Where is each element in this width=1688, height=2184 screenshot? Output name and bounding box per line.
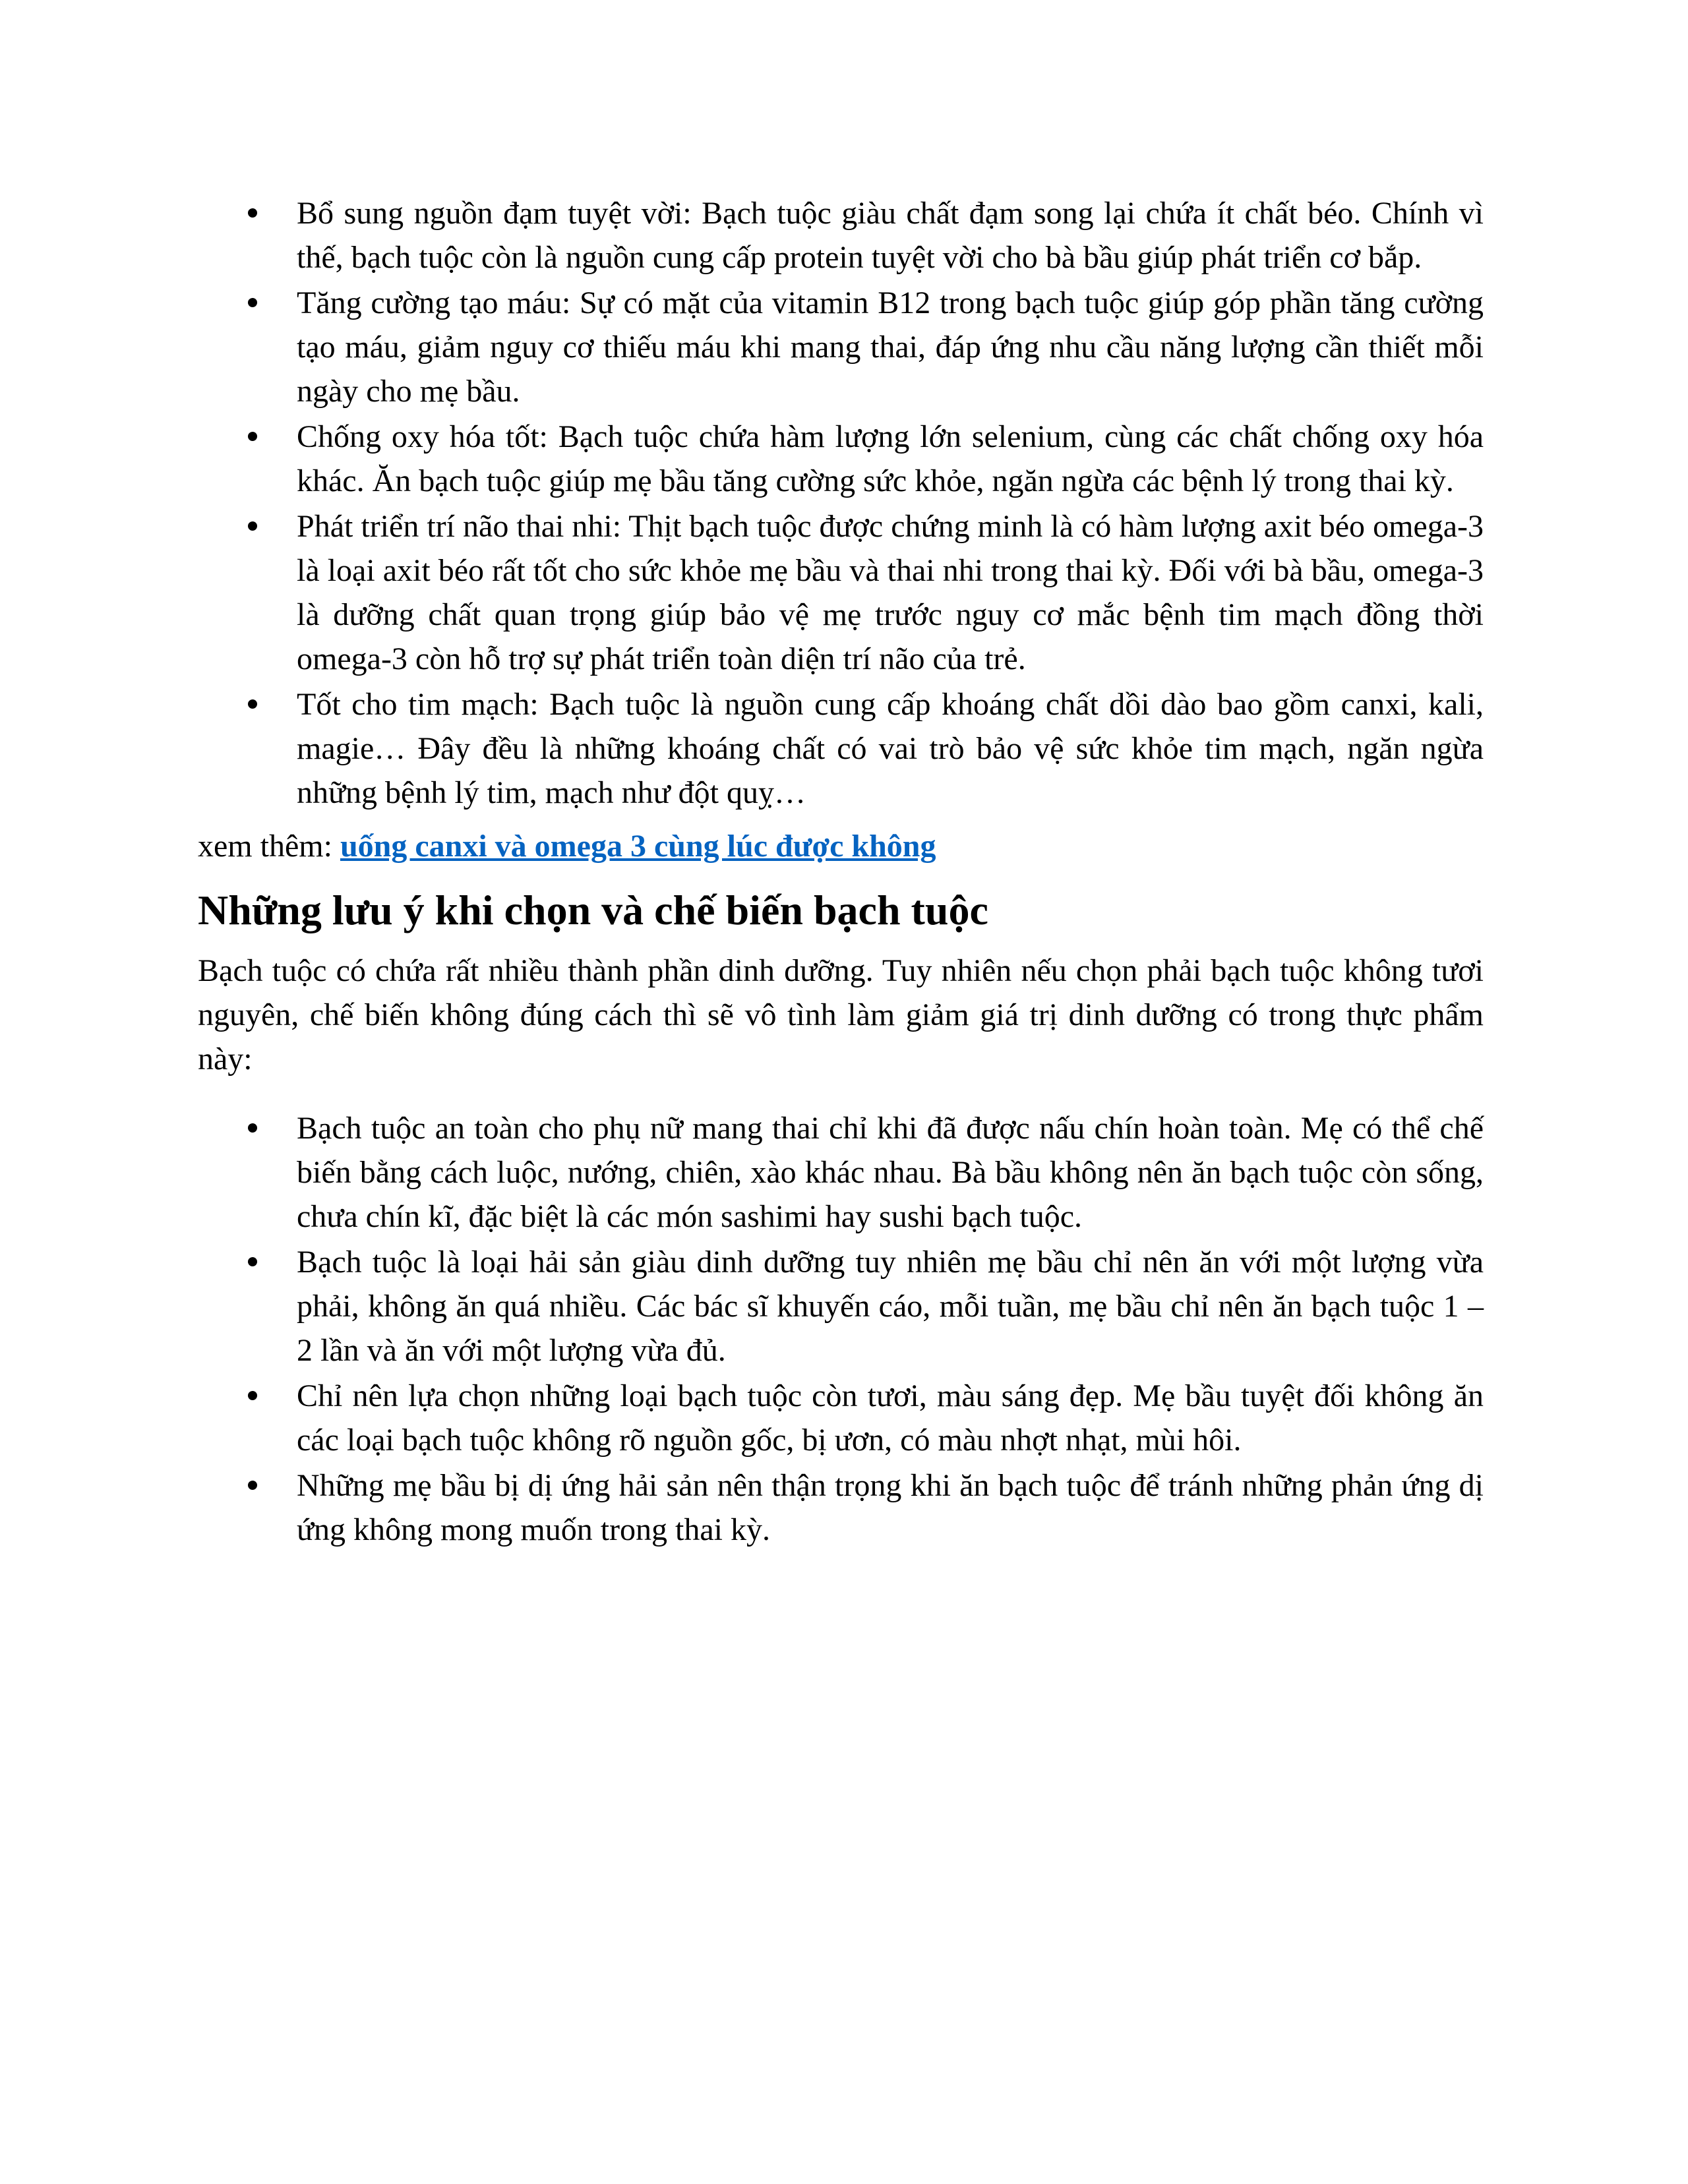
bullet-icon	[248, 432, 257, 441]
list-item	[198, 504, 1484, 681]
list-item-text: Phát triển trí não thai nhi: Thịt bạch tuộc được chứng minh là có hàm lượng axit béo omega-3 là loại axit béo rất tốt cho sức khỏe mẹ bầu và thai nhi trong thai kỳ. Đối với bà bầu, omega-3 là dưỡng chất quan trọng giúp bảo vệ mẹ trước nguy cơ mắc bệnh tim mạch đồng thời omega-3 còn hỗ trợ sự phát triển toàn diện trí não của trẻ.	[297, 509, 1484, 676]
see-more-link[interactable]: uống canxi và omega 3 cùng lúc được không	[340, 829, 936, 864]
list-item-text: Bổ sung nguồn đạm tuyệt vời: Bạch tuộc giàu chất đạm song lại chứa ít chất béo. Chính vì thế, bạch tuộc còn là nguồn cung cấp protein tuyệt vời cho bà bầu giúp phát triển cơ bắp.	[297, 196, 1484, 275]
bullet-icon	[248, 208, 257, 218]
bullet-icon	[248, 1391, 257, 1400]
list-item	[198, 415, 1484, 503]
see-more-line	[198, 824, 1484, 868]
benefits-list	[198, 191, 1484, 815]
list-item-text: Tăng cường tạo máu: Sự có mặt của vitamin B12 trong bạch tuộc giúp góp phần tăng cường tạo máu, giảm nguy cơ thiếu máu khi mang thai, đáp ứng nhu cầu năng lượng cần thiết mỗi ngày cho mẹ bầu.	[297, 285, 1484, 409]
bullet-icon	[248, 1481, 257, 1490]
bullet-icon	[248, 1257, 257, 1266]
bullet-icon	[248, 521, 257, 531]
list-item-text: Chống oxy hóa tốt: Bạch tuộc chứa hàm lượng lớn selenium, cùng các chất chống oxy hóa khác. Ăn bạch tuộc giúp mẹ bầu tăng cường sức khỏe, ngăn ngừa các bệnh lý trong thai kỳ.	[297, 419, 1484, 498]
list-item-text: Bạch tuộc là loại hải sản giàu dinh dưỡng tuy nhiên mẹ bầu chỉ nên ăn với một lượng vừa phải, không ăn quá nhiều. Các bác sĩ khuyến cáo, mỗi tuần, mẹ bầu chỉ nên ăn bạch tuộc 1 – 2 lần và ăn với một lượng vừa đủ.	[297, 1245, 1484, 1368]
list-item	[198, 191, 1484, 280]
see-more-prefix: xem thêm:	[198, 829, 340, 864]
list-item-text: Bạch tuộc an toàn cho phụ nữ mang thai chỉ khi đã được nấu chín hoàn toàn. Mẹ có thể chế biến bằng cách luộc, nướng, chiên, xào khác nhau. Bà bầu không nên ăn bạch tuộc còn sống, chưa chín kĩ, đặc biệt là các món sashimi hay sushi bạch tuộc.	[297, 1111, 1484, 1234]
bullet-icon	[248, 1123, 257, 1133]
bullet-icon	[248, 298, 257, 307]
list-item	[198, 1106, 1484, 1239]
list-item	[198, 1240, 1484, 1372]
bullet-icon	[248, 699, 257, 709]
list-item-text: Những mẹ bầu bị dị ứng hải sản nên thận trọng khi ăn bạch tuộc để tránh những phản ứng dị ứng không mong muốn trong thai kỳ.	[297, 1468, 1484, 1547]
list-item	[198, 1463, 1484, 1552]
tips-list	[198, 1106, 1484, 1552]
list-item	[198, 682, 1484, 815]
list-item-text: Chỉ nên lựa chọn những loại bạch tuộc còn tươi, màu sáng đẹp. Mẹ bầu tuyệt đối không ăn các loại bạch tuộc không rõ nguồn gốc, bị ươn, có màu nhợt nhạt, mùi hôi.	[297, 1378, 1484, 1458]
section-heading: Những lưu ý khi chọn và chế biến bạch tuộc	[198, 887, 988, 933]
list-item-text: Tốt cho tim mạch: Bạch tuộc là nguồn cung cấp khoáng chất dồi dào bao gồm canxi, kali, magie… Đây đều là những khoáng chất có vai trò bảo vệ sức khỏe tim mạch, ngăn ngừa những bệnh lý tim, mạch như đột quỵ…	[297, 687, 1484, 810]
intro-paragraph: Bạch tuộc có chứa rất nhiều thành phần dinh dưỡng. Tuy nhiên nếu chọn phải bạch tuộc không tươi nguyên, chế biến không đúng cách thì sẽ vô tình làm giảm giá trị dinh dưỡng có trong thực phẩm này:	[198, 953, 1484, 1077]
list-item	[198, 281, 1484, 413]
list-item	[198, 1374, 1484, 1462]
